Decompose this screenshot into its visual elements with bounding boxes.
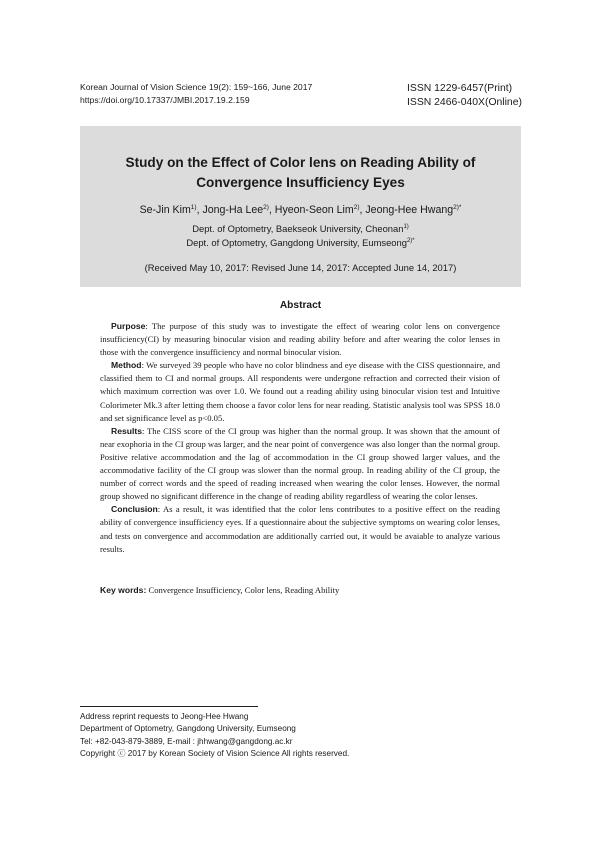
- issn-online: ISSN 2466-040X(Online): [407, 97, 522, 108]
- footnote-divider: [80, 706, 258, 707]
- keywords-text: Convergence Insufficiency, Color lens, Reading Ability: [146, 585, 340, 595]
- title-box: [80, 126, 521, 287]
- author-2: Jong-Ha Lee$^{2)}$,: [202, 204, 275, 216]
- keywords: [100, 585, 520, 595]
- abstract-method: [100, 359, 500, 424]
- journal-citation: Korean Journal of Vision Science 19(2): 159~166, June 2017: [80, 82, 313, 92]
- issn-block: [407, 82, 522, 110]
- title-line-2: Convergence Insufficiency Eyes: [196, 175, 405, 190]
- affiliation-2: Dept. of Optometry, Gangdong University, Eumseong$^{2)*}$: [186, 237, 415, 248]
- results-text: : The CISS score of the CI group was higher than the normal group. It was shown that the amount of near exophoria in the CI group was larger, and the near point of convergence was also longer than the normal group. Positive relative accommodation and the lag of accommodation in the CI group showed larger values, and the accommodative facility of the CI group was slower than the normal group. In reading ability of the CI group, the number of correct words and the speed of reading increased when wearing the color lenses. However, the normal group showed no significant difference in the change of reading ability regardless of wearing the color lenses.: [100, 425, 500, 502]
- conclusion-label: Conclusion: [111, 504, 158, 515]
- method-text: : We surveyed 39 people who have no color blindness and eye disease with the CISS questionnaire, and classified them to CI and normal groups. All respondents were undergone refraction and corrected their vision of which maximum correction was over 1.0. We found out a reading ability using binocular vision test and Intuitive Colorimeter Mk.3 after letting them choose a favor color lens for near reading. Statistic analysis tool was SPSS 18.0 and set significance level as p<0.05.: [100, 360, 500, 423]
- title-line-1: Study on the Effect of Color lens on Reading Ability of: [125, 155, 476, 170]
- abstract-purpose: [100, 320, 500, 359]
- author-list: [80, 203, 521, 217]
- abstract-results: [100, 425, 500, 504]
- abstract-conclusion: [100, 503, 500, 555]
- author-3: Hyeon-Seon Lim$^{2)}$,: [274, 204, 366, 216]
- keywords-label: Key words:: [100, 585, 147, 595]
- footnote-line-1: Address reprint requests to Jeong-Hee Hwang: [80, 712, 249, 721]
- paper-title: [80, 153, 521, 193]
- journal-header: [80, 81, 312, 107]
- method-label: Method: [111, 360, 142, 371]
- doi-link[interactable]: https://doi.org/10.17337/JMBI.2017.19.2.159: [80, 95, 250, 105]
- footnote-line-2: Department of Optometry, Gangdong University, Eumseong: [80, 724, 296, 734]
- results-label: Results: [111, 425, 143, 436]
- author-1: Se-Jin Kim$^{1)}$,: [139, 204, 203, 216]
- purpose-label: Purpose: [111, 321, 146, 331]
- footnote-line-3: Tel: +82-043-879-3889, E-mail : jhhwang@gangdong.ac.kr: [80, 736, 293, 746]
- affiliation-1: Dept. of Optometry, Baekseok University, Cheonan$^{1)}$: [192, 223, 409, 234]
- abstract-body: [100, 320, 500, 556]
- purpose-text: : The purpose of this study was to investigate the effect of wearing color lens on convergence insufficiency(CI) by measuring binocular vision and reading ability before and after wearing the color lenses in those with the convergence insufficiency and normal binocular vision.: [100, 321, 500, 358]
- received-dates: (Received May 10, 2017: Revised June 14, 2017: Accepted June 14, 2017): [144, 262, 457, 273]
- abstract-heading: Abstract: [279, 300, 322, 311]
- issn-print: ISSN 1229-6457(Print): [407, 83, 513, 94]
- footnote-line-4: Copyright ⓒ 2017 by Korean Society of Vision Science All rights reserved.: [80, 749, 350, 759]
- correspondence-footnote: [80, 711, 349, 761]
- author-4: Jeong-Hee Hwang$^{2)*}$: [365, 204, 462, 216]
- conclusion-text: : As a result, it was identified that the color lens contributes to a positive effect on the reading ability of convergence insufficiency eyes. If a questionnaire about the subjective symptoms on wearing color lenses, and tests on convergence and accommodation are additionally carried out, it would be avaiable to analyze various results.: [100, 504, 500, 554]
